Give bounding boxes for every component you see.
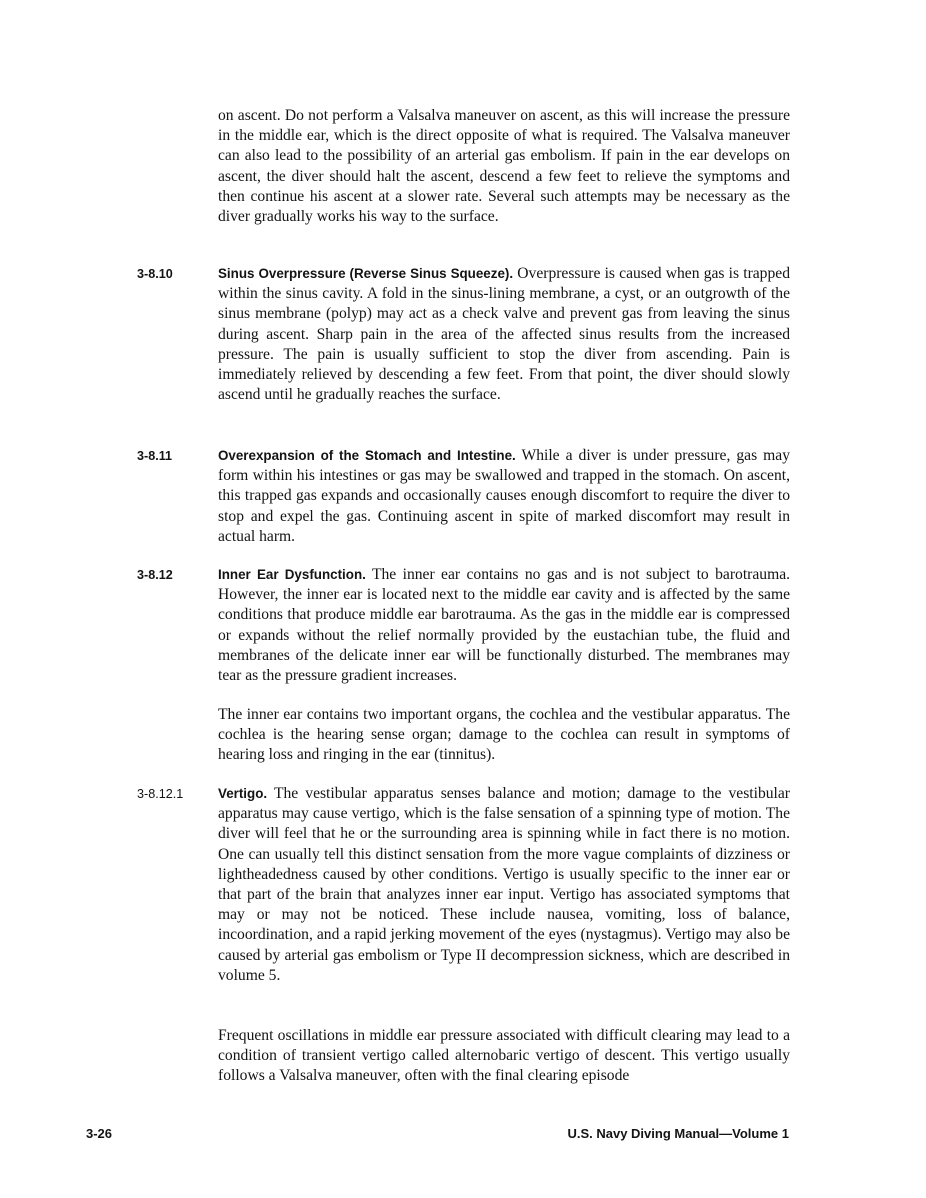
continuation-paragraph [218, 106, 790, 227]
section-body: The inner ear contains two important organs, the cochlea and the vestibular apparatus. The cochlea is the hearing sense organ; damage to the cochlea can result in symptoms of hearing loss and ringing in the ear (tinnitus). [218, 706, 790, 764]
section-paragraph-sinus-overpressure [218, 264, 790, 405]
section-heading: Vertigo. [218, 786, 268, 801]
section-number: 3-8.10 [137, 267, 173, 281]
alternobaric-vertigo-paragraph [218, 1026, 790, 1087]
section-number: 3-8.12 [137, 568, 173, 582]
section-paragraph-vertigo [218, 784, 790, 986]
inner-ear-organs-paragraph [218, 705, 790, 766]
section-number: 3-8.11 [137, 449, 173, 463]
section-heading: Overexpansion of the Stomach and Intestine. [218, 448, 516, 463]
page-number: 3-26 [86, 1126, 113, 1141]
section-heading: Inner Ear Dysfunction. [218, 567, 366, 582]
section-body: The vestibular apparatus senses balance and motion; damage to the vestibular apparatus may cause vertigo, which is the false sensation of a spinning type of motion. The diver will feel that he or the surrounding area is spinning while in fact there is no motion. One can usually tell this distinct sensation from the more vague complaints of dizziness or lightheadedness caused by other conditions. Vertigo is usually specific to the inner ear or that part of the brain that analyzes inner ear input. Vertigo has associated symptoms that may or may not be noticed. These include nausea, vomiting, loss of balance, incoordination, and a rapid jerking movement of the eyes (nystagmus). Vertigo may also be caused by arterial gas embolism or Type II decompression sickness, which are described in volume 5. [218, 785, 790, 984]
section-body: Overpressure is caused when gas is trapped within the sinus cavity. A fold in the sinus-lining membrane, a cyst, or an outgrowth of the sinus membrane (polyp) may act as a check valve and prevent gas from leaving the sinus during ascent. Sharp pain in the area of the affected sinus results from the increased pressure. The pain is usually sufficient to stop the diver from ascending. Pain is immediately relieved by descending a few feet. From that point, the diver should slowly ascend until he gradually reaches the surface. [218, 265, 790, 404]
section-body: The inner ear contains no gas and is not subject to barotrauma. However, the inner ear is located next to the middle ear cavity and is affected by the same conditions that produce middle ear barotrauma. As the gas in the middle ear is compressed or expands without the relief normally provided by the eustachian tube, the fluid and membranes of the delicate inner ear will be functionally disturbed. The membranes may tear as the pressure gradient increases. [218, 566, 791, 685]
section-number: 3-8.12.1 [137, 787, 184, 801]
section-heading: Sinus Overpressure (Reverse Sinus Squeeze). [218, 266, 514, 281]
section-body: Frequent oscillations in middle ear pressure associated with difficult clearing may lead to a condition of transient vertigo called alternobaric vertigo of descent. This vertigo usually follows a Valsalva maneuver, often with the final clearing episode [218, 1027, 790, 1085]
section-paragraph-stomach-intestine [218, 446, 790, 547]
section-body: While a diver is under pressure, gas may form within his intestines or gas may be swallowed and trapped in the stomach. On ascent, this trapped gas expands and occasionally causes enough discomfort to require the diver to stop and expel the gas. Continuing ascent in spite of marked discomfort may result in actual harm. [218, 447, 791, 545]
footer-title: U.S. Navy Diving Manual—Volume 1 [567, 1126, 789, 1141]
continuation-text: on ascent. Do not perform a Valsalva maneuver on ascent, as this will increase the pressure in the middle ear, which is the direct opposite of what is required. The Valsalva maneuver can also lead to the possibility of an arterial gas embolism. If pain in the ear develops on ascent, the diver should halt the ascent, descend a few feet to relieve the symptoms and then continue his ascent at a slower rate. Several such attempts may be necessary as the diver gradually works his way to the surface. [218, 107, 790, 226]
section-paragraph-inner-ear [218, 565, 790, 686]
